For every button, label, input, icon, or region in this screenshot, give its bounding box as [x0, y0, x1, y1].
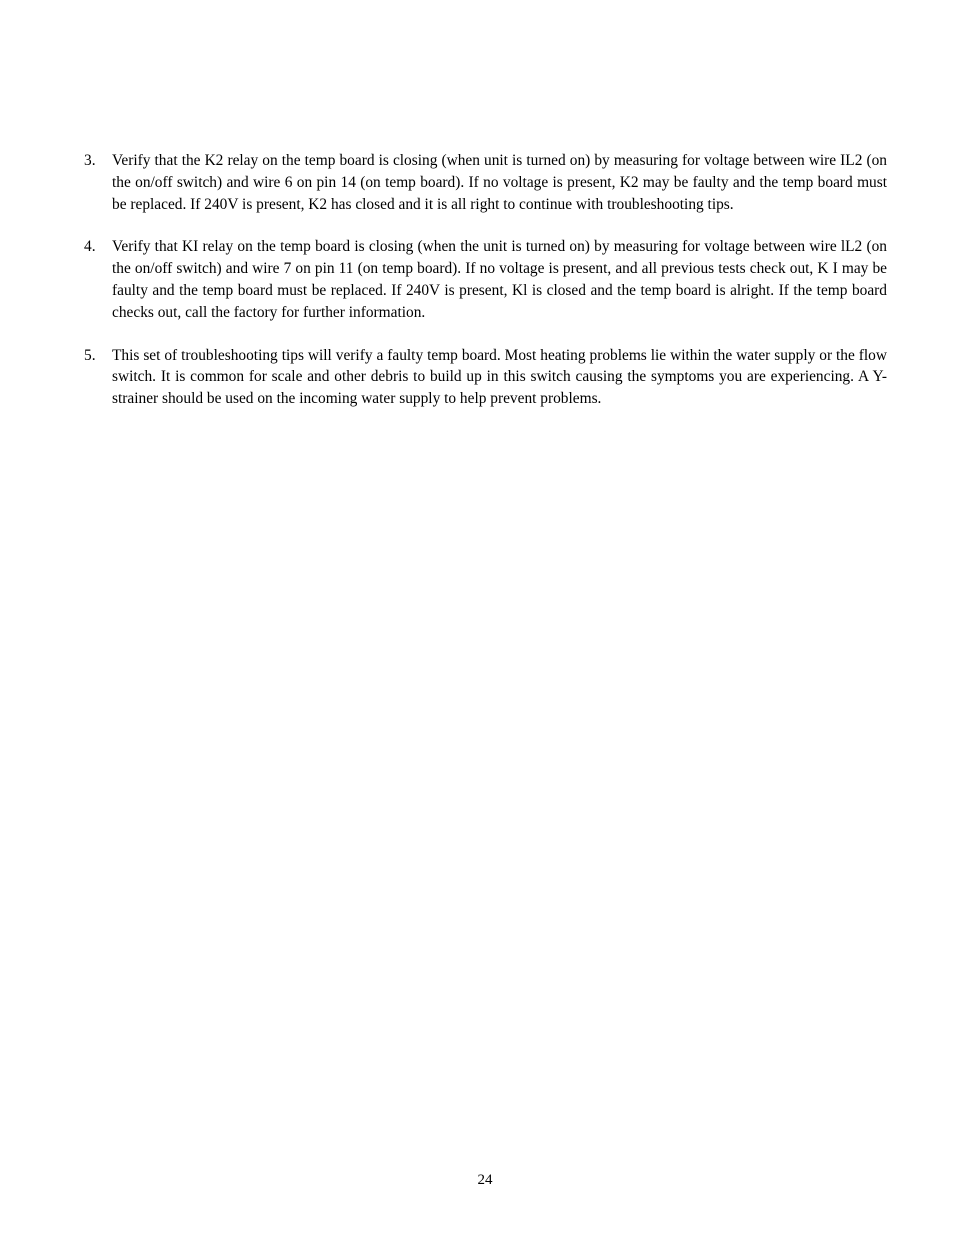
step-text: Verify that KI relay on the temp board is closing (when the unit is turned on) by measuring for voltage between wire lL2 (on the on/off switch) and wire 7 on pin 11 (on temp board). If no voltage is present, and all previous tests check out, K I may be faulty and the temp board must be replaced. If 240V is present, Kl is closed and the temp board is alright. If the temp board checks out, call the factory for further information.	[112, 238, 887, 321]
step-item-3	[84, 150, 887, 215]
step-text: This set of troubleshooting tips will verify a faulty temp board. Most heating problems lie within the water supply or the flow switch. It is common for scale and other debris to build up in this switch causing the symptoms you are experiencing. A Y-strainer should be used on the incoming water supply to help prevent problems.	[112, 346, 887, 408]
step-item-5	[84, 345, 887, 410]
troubleshooting-steps-list	[84, 150, 887, 431]
step-text: Verify that the K2 relay on the temp board is closing (when unit is turned on) by measuring for voltage between wire IL2 (on the on/off switch) and wire 6 on pin 14 (on temp board). If no voltage is present, K2 may be faulty and the temp board must be replaced. If 240V is present, K2 has closed and it is all right to continue with troubleshooting tips.	[112, 152, 887, 213]
step-number: 3.	[84, 152, 96, 169]
page-number: 24	[477, 1172, 493, 1188]
step-item-4	[84, 236, 887, 323]
step-number: 4.	[84, 238, 96, 256]
step-number: 5.	[84, 346, 96, 364]
